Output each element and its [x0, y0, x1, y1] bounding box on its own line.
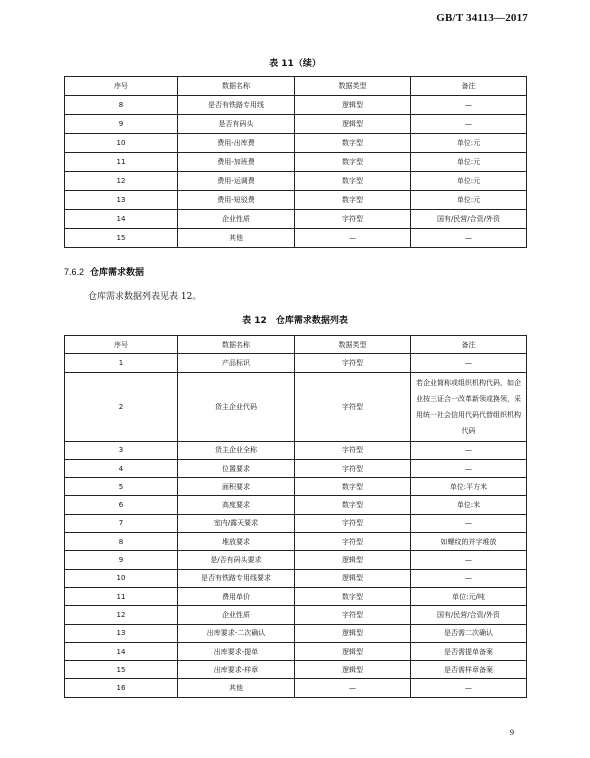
table-cell: 13	[65, 191, 178, 210]
table-cell: 单位:米	[411, 496, 527, 514]
table-cell: —	[295, 229, 411, 248]
table-cell: 15	[65, 661, 178, 679]
table-cell: —	[411, 229, 527, 248]
column-header: 序号	[65, 336, 178, 354]
table-cell: 企业性质	[178, 210, 295, 229]
table-row	[65, 354, 527, 372]
table-cell: 费用-出库费	[178, 134, 295, 153]
column-header: 数据名称	[178, 77, 295, 96]
table-cell: 数字型	[295, 478, 411, 496]
table-cell: —	[411, 514, 527, 532]
table-cell: 数字型	[295, 172, 411, 191]
table-cell: 3	[65, 441, 178, 459]
table-row	[65, 642, 527, 660]
table-header-row	[65, 336, 527, 354]
table-cell: 位置要求	[178, 459, 295, 477]
table-cell: 是否有码头	[178, 115, 295, 134]
table-row	[65, 478, 527, 496]
table-cell: 字符型	[295, 372, 411, 441]
table-cell: 堆放要求	[178, 533, 295, 551]
table-cell: —	[411, 551, 527, 569]
column-header: 序号	[65, 77, 178, 96]
table-row	[65, 229, 527, 248]
table-cell: 14	[65, 642, 178, 660]
table-cell: 单位:元	[411, 153, 527, 172]
table-cell: 逻辑型	[295, 642, 411, 660]
table-cell: 逻辑型	[295, 115, 411, 134]
table-row	[65, 134, 527, 153]
table-row	[65, 679, 527, 697]
table-cell: 出库要求-样章	[178, 661, 295, 679]
table-row	[65, 115, 527, 134]
section-number: 7.6.2	[64, 267, 85, 277]
table-row	[65, 96, 527, 115]
table-row	[65, 172, 527, 191]
table-cell: —	[411, 115, 527, 134]
table-row	[65, 606, 527, 624]
table-cell: 如螺纹的并字堆放	[411, 533, 527, 551]
table-cell: 16	[65, 679, 178, 697]
table-cell: 产品标识	[178, 354, 295, 372]
table-row	[65, 210, 527, 229]
table-row	[65, 459, 527, 477]
table-row	[65, 153, 527, 172]
table-row	[65, 191, 527, 210]
column-header: 数据类型	[295, 336, 411, 354]
table11-caption: 表 11（续）	[269, 59, 321, 69]
table-cell: 11	[65, 587, 178, 605]
table12	[64, 335, 527, 698]
table-cell: —	[411, 441, 527, 459]
table11-body	[65, 96, 527, 248]
table-cell: 9	[65, 115, 178, 134]
table-cell: 单位:元/吨	[411, 587, 527, 605]
table-cell: 费用-短驳费	[178, 191, 295, 210]
table-cell: —	[295, 679, 411, 697]
column-header: 备注	[411, 77, 527, 96]
table-cell: 字符型	[295, 441, 411, 459]
table-cell: —	[411, 679, 527, 697]
table-row	[65, 661, 527, 679]
table-cell: 是否需提单备案	[411, 642, 527, 660]
table-header-row	[65, 77, 527, 96]
table-cell: 费用-加班费	[178, 153, 295, 172]
table-cell: 面积要求	[178, 478, 295, 496]
table-cell: 是否需样章备案	[411, 661, 527, 679]
table-cell: 10	[65, 569, 178, 587]
column-header: 数据名称	[178, 336, 295, 354]
table-row	[65, 569, 527, 587]
table-row	[65, 372, 527, 441]
table-cell: 15	[65, 229, 178, 248]
table-cell: 高度要求	[178, 496, 295, 514]
table-cell: 数字型	[295, 587, 411, 605]
table-row	[65, 514, 527, 532]
table-cell: —	[411, 459, 527, 477]
table-cell: 国有/民营/合资/外资	[411, 210, 527, 229]
table-cell: 是否有铁路专用线要求	[178, 569, 295, 587]
table-cell: 单位:元	[411, 134, 527, 153]
table-cell: 11	[65, 153, 178, 172]
table-cell: 是/否有码头要求	[178, 551, 295, 569]
table-cell: 货主企业代码	[178, 372, 295, 441]
table-cell: 字符型	[295, 514, 411, 532]
table-cell: 室内/露天要求	[178, 514, 295, 532]
table-cell: 9	[65, 551, 178, 569]
table-cell: 8	[65, 96, 178, 115]
table-cell: 费用单价	[178, 587, 295, 605]
table-cell: 单位:元	[411, 191, 527, 210]
table-cell: 字符型	[295, 459, 411, 477]
table-cell: 字符型	[295, 354, 411, 372]
table-cell: 国有/民营/合资/外资	[411, 606, 527, 624]
table-cell: 若企业简称或组织机构代码，如企业按三证合一改革新领或换领，采用统一社会信用代码代替组织机构代码	[411, 372, 527, 441]
table-cell: 其他	[178, 229, 295, 248]
table-cell: 6	[65, 496, 178, 514]
table-cell: 字符型	[295, 606, 411, 624]
table-cell: 数字型	[295, 134, 411, 153]
table-cell: 1	[65, 354, 178, 372]
table12-body	[65, 354, 527, 697]
body-paragraph: 仓库需求数据列表见表 12。	[88, 292, 202, 302]
table-cell: 逻辑型	[295, 624, 411, 642]
table11	[64, 76, 527, 248]
table-cell: 出库要求-二次确认	[178, 624, 295, 642]
table-cell: 是否有铁路专用线	[178, 96, 295, 115]
table-cell: 逻辑型	[295, 661, 411, 679]
table-cell: 4	[65, 459, 178, 477]
table-row	[65, 496, 527, 514]
table-cell: 5	[65, 478, 178, 496]
table-cell: 12	[65, 172, 178, 191]
table-cell: 货主企业全称	[178, 441, 295, 459]
standard-code: GB/T 34113—2017	[436, 12, 528, 24]
table-cell: 逻辑型	[295, 551, 411, 569]
table-cell: 数字型	[295, 191, 411, 210]
table-cell: 逻辑型	[295, 569, 411, 587]
table-cell: 是否需二次确认	[411, 624, 527, 642]
table-cell: 数字型	[295, 153, 411, 172]
table-cell: 企业性质	[178, 606, 295, 624]
table-row	[65, 533, 527, 551]
table-cell: 8	[65, 533, 178, 551]
table-cell: 数字型	[295, 496, 411, 514]
table-cell: 单位:元	[411, 172, 527, 191]
table-cell: 12	[65, 606, 178, 624]
table-cell: 出库要求-提单	[178, 642, 295, 660]
table-cell: —	[411, 96, 527, 115]
section-title: 仓库需求数据	[90, 268, 145, 278]
table-cell: 14	[65, 210, 178, 229]
table-cell: 10	[65, 134, 178, 153]
table-cell: 单位:平方米	[411, 478, 527, 496]
table-row	[65, 587, 527, 605]
column-header: 备注	[411, 336, 527, 354]
table-cell: 其他	[178, 679, 295, 697]
table12-caption: 表 12 仓库需求数据列表	[242, 316, 348, 326]
table-cell: 逻辑型	[295, 96, 411, 115]
table-cell: 7	[65, 514, 178, 532]
page-number: 9	[510, 728, 514, 737]
table-cell: 费用-运调费	[178, 172, 295, 191]
table-cell: 字符型	[295, 210, 411, 229]
table-cell: 字符型	[295, 533, 411, 551]
table-row	[65, 624, 527, 642]
section-heading	[64, 265, 144, 278]
column-header: 数据类型	[295, 77, 411, 96]
table-cell: —	[411, 354, 527, 372]
table-row	[65, 551, 527, 569]
table-cell: —	[411, 569, 527, 587]
table-row	[65, 441, 527, 459]
table-cell: 2	[65, 372, 178, 441]
table-cell: 13	[65, 624, 178, 642]
